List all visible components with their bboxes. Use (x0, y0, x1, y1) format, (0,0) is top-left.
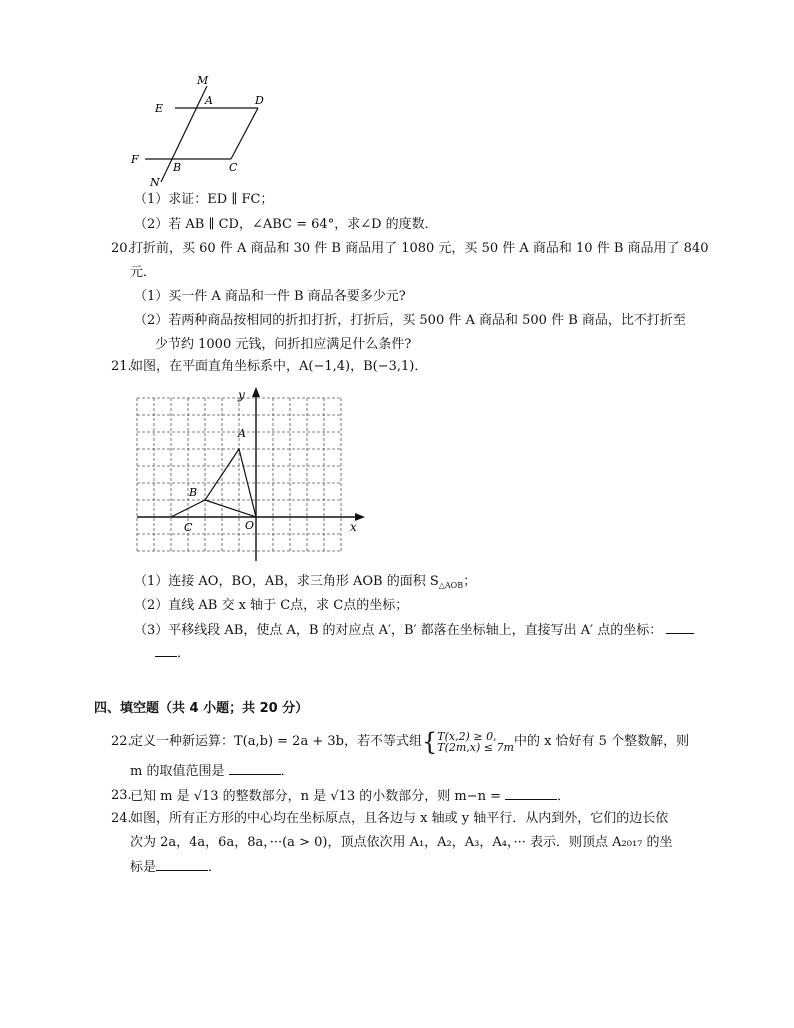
q21-part3-end: ． (177, 646, 191, 661)
q19-part2: （2）若 AB ∥ CD，∠ABC = 64°，求∠D 的度数． (134, 217, 438, 232)
q24-answer-blank[interactable] (156, 858, 208, 871)
y-axis-arrow (252, 387, 260, 397)
q20-line2: 元． (130, 265, 157, 280)
q21-part2: （2）直线 AB 交 x 轴于 C点，求 C点的坐标； (134, 598, 409, 613)
q24-line3-end: ． (208, 860, 222, 875)
q22-system (437, 731, 514, 753)
q19-part1: （1）求证：ED ∥ FC； (134, 192, 274, 207)
q21-part3-text: （3）平移线段 AB，使点 A，B 的对应点 A′，B′ 都落在坐标轴上，直接写出 A′ 点的坐标： (134, 623, 663, 638)
q24-line1: 如图，所有正方形的中心均在坐标原点，且各边与 x 轴或 y 轴平行．从内到外，它们的边长依 (130, 811, 669, 826)
q24-line3 (130, 858, 221, 877)
q21-part1 (134, 573, 476, 595)
axis-label-x: x (350, 520, 357, 534)
q23-text: 已知 m 是 √13 的整数部分，n 是 √13 的小数部分，则 m−n = (130, 789, 506, 804)
q22-system-row2: T(2m,x) ≤ 7m (437, 740, 514, 754)
q22-line2 (130, 762, 294, 781)
line-MN (161, 86, 207, 182)
q20-number: 20. (111, 241, 132, 256)
brace-icon: { (421, 727, 438, 756)
q20-part1: （1）买一件 A 商品和一件 B 商品各要多少元? (134, 289, 406, 304)
q24-number: 24. (111, 811, 132, 826)
point-label-C: C (184, 521, 193, 534)
q22-line2-text: m 的取值范围是 (130, 764, 225, 779)
q24-line2: 次为 2a，4a，6a，8a，···(a > 0)，顶点依次用 A₁，A₂，A₃，A₄，··· 表示．则顶点 A₂₀₁₇ 的坐 (130, 835, 673, 850)
label-D: D (255, 94, 264, 107)
point-label-B: B (189, 486, 198, 499)
q21-answer-blank-1[interactable] (666, 621, 694, 634)
q23-answer-blank[interactable] (505, 787, 557, 800)
q22-system-row1: T(x,2) ≥ 0, (437, 729, 497, 743)
label-F: F (131, 153, 139, 166)
point-label-A: A (238, 427, 246, 440)
grid (137, 398, 341, 551)
q21-number: 21. (111, 359, 132, 374)
q20-part2-line2: 少节约 1000 元钱，问折扣应满足什么条件? (155, 337, 412, 352)
q21-part1-subscript: △AOB (438, 581, 464, 590)
figure-parallelogram (125, 70, 275, 190)
q22-answer-blank[interactable] (229, 762, 281, 775)
q24-line3-text: 标是 (130, 860, 157, 875)
point-label-O: O (245, 519, 255, 532)
q20-part2-line1: （2）若两种商品按相同的折扣打折，打折后，买 500 件 A 商品和 500 件 B 商品，比不打折至 (134, 313, 686, 328)
label-N: N (150, 176, 160, 189)
q23-number: 23. (111, 788, 132, 803)
q22-line2-end: ． (280, 764, 294, 779)
q23-end: ． (557, 789, 571, 804)
q22-number: 22. (111, 734, 132, 749)
q21-part1-end: ； (463, 574, 477, 589)
label-E: E (155, 102, 164, 115)
q21-text: 如图，在平面直角坐标系中，A(−1,4)，B(−3,1)． (130, 359, 428, 374)
q21-part3 (134, 621, 694, 640)
figure-coordinate-graph (135, 383, 370, 565)
axis-label-y: y (238, 388, 245, 402)
line-DC (231, 108, 258, 159)
label-C: C (229, 161, 238, 174)
label-M: M (197, 74, 209, 87)
label-B: B (173, 161, 182, 174)
label-A: A (205, 94, 213, 107)
q21-answer-blank-2[interactable] (155, 644, 177, 657)
q23-line (130, 787, 570, 806)
q22-pre: 定义一种新运算：T(a,b) = 2a + 3b，若不等式组 (130, 734, 422, 749)
q21-part3-cont (155, 644, 190, 663)
q22-post: 中的 x 恰好有 5 个整数解，则 (513, 734, 690, 749)
section-4-title: 四、填空题（共 4 小题；共 20 分） (94, 701, 309, 716)
q21-part1-text: （1）连接 AO，BO，AB，求三角形 AOB 的面积 S (134, 574, 439, 589)
q20-line1: 打折前，买 60 件 A 商品和 30 件 B 商品用了 1080 元，买 50 件 A 商品和 10 件 B 商品用了 840 (130, 241, 709, 256)
q22-line1 (130, 727, 689, 757)
